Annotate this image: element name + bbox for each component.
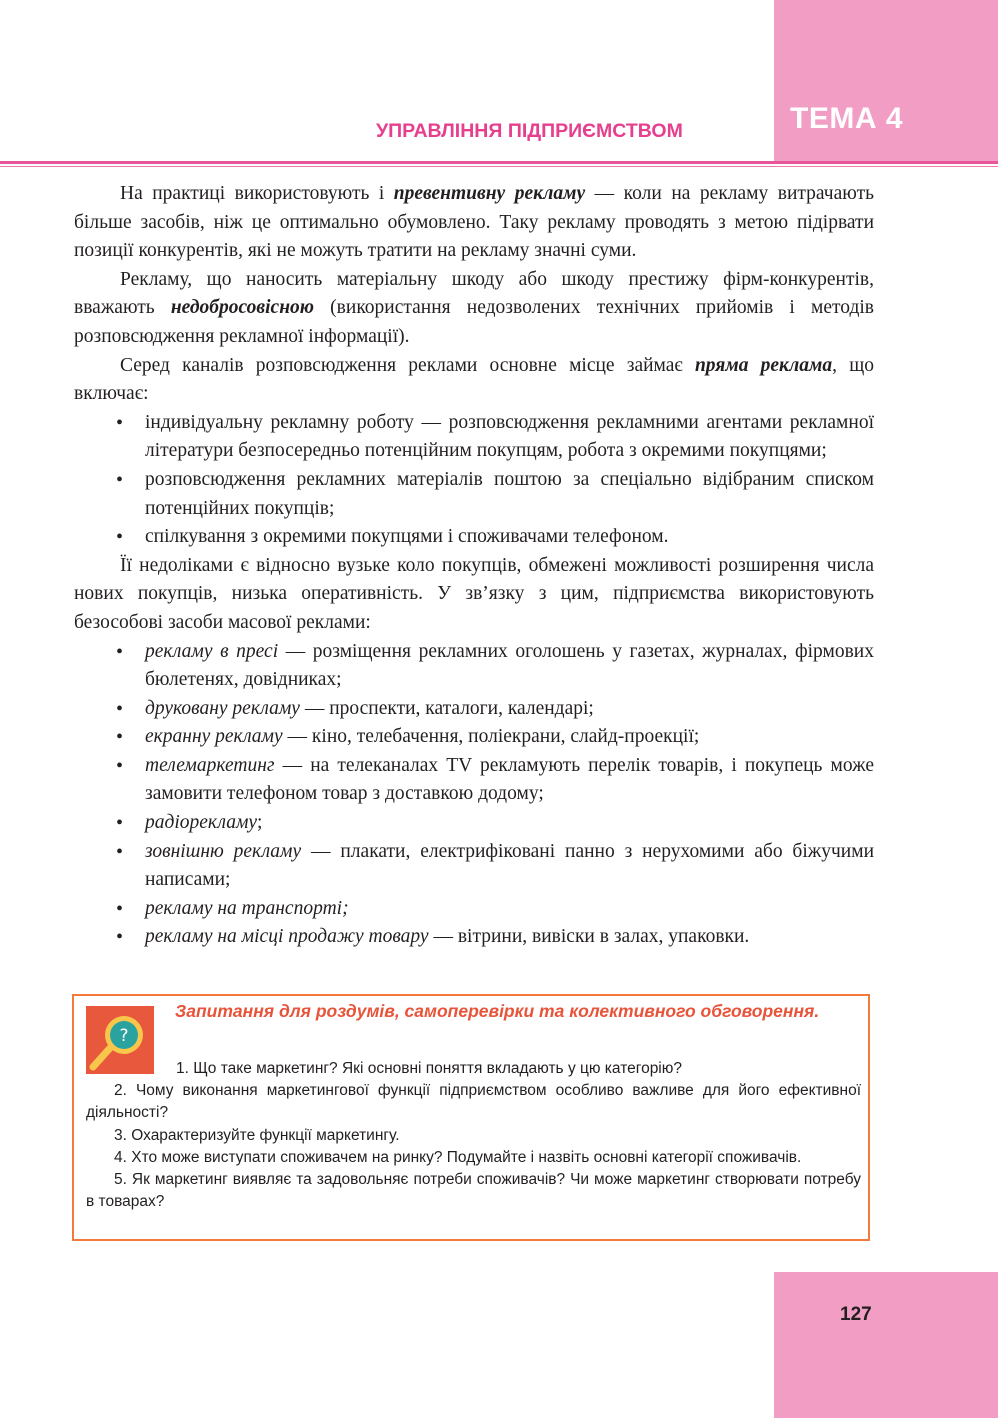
svg-text:?: ? <box>119 1026 129 1046</box>
questions-title: Запитання для роздумів, самоперевірки та колективного обговорення. <box>175 1001 820 1021</box>
question-item: 5. Як маркетинг виявляє та задовольняє потреби споживачів? Чи може маркетинг створювати потребу в товарах? <box>86 1171 861 1211</box>
list-item: • рекламу на місці продажу товару — вітрини, вивіски в залах, упаковки. <box>74 923 874 952</box>
term-direct: пряма реклама <box>694 354 833 376</box>
list-item: • друковану рекламу — проспекти, каталоги, календарі; <box>74 695 874 724</box>
list-item: • розповсюдження рекламних матеріалів поштою за спеціально відібраним списком потенційних покупців; <box>74 466 874 523</box>
running-head: УПРАВЛІННЯ ПІДПРИЄМСТВОМ <box>376 120 683 142</box>
question-item: 3. Охарактеризуйте функції маркетингу. <box>114 1126 400 1144</box>
list-item: • індивідуальну рекламну роботу — розповсюдження рекламними агентами рекламної літератури безпосередньо потенційним покупцям, робота з окремими покупцями; <box>74 409 874 466</box>
header-rule <box>0 161 998 164</box>
list-item: • рекламу на транспорті; <box>74 895 874 924</box>
header-rule-thin <box>0 166 998 167</box>
list-item: • рекламу в пресі — розміщення рекламних оголошень у газетах, журналах, фірмових бюлетенях, довідниках; <box>74 638 874 695</box>
mass-advertising-list <box>74 638 874 953</box>
page-number-tab <box>774 1272 998 1418</box>
question-item: 4. Хто може виступати споживачем на ринку? Подумайте і назвіть основні категорії споживачів. <box>114 1148 802 1166</box>
list-item: • спілкування з окремими покупцями і споживачами телефоном. <box>74 523 874 552</box>
list-item: • екранну рекламу — кіно, телебачення, поліекрани, слайд-проекції; <box>74 723 874 752</box>
topic-tab-label: ТЕМА 4 <box>790 102 904 135</box>
term-unfair: недобросовісною <box>170 297 315 319</box>
questions-box <box>72 994 870 1241</box>
page-number: 127 <box>840 1304 872 1325</box>
list-item: • телемаркетинг — на телеканалах TV рекламують перелік товарів, і покупець може замовити телефоном товар з доставкою додому; <box>74 752 874 809</box>
paragraph-direct: Серед каналів розповсюдження реклами основне місце займає пряма реклама, що включає: <box>74 354 874 405</box>
main-text <box>74 180 874 952</box>
paragraph-preventive: На практиці використовують і превентивну рекламу — коли на рекламу витрачають більше засобів, ніж це оптимально обумовлено. Таку рекламу проводять з метою підірвати позиції конкурентів, які не можуть тратити на рекламу значні суми. <box>74 183 874 262</box>
paragraph-drawbacks: Її недоліками є відносно вузьке коло покупців, обмежені можливості розширення числа нових покупців, низька оперативність. У зв’язку з цим, підприємства використовують безособові засоби масової реклами: <box>74 554 874 633</box>
paragraph-unfair: Рекламу, що наносить матеріальну шкоду або шкоду престижу фірм-конкурентів, вважають недобросовісною (використання недозволених технічних прийомів і методів розповсюдження рекламної інформації). <box>74 268 875 347</box>
question-item: 1. Що таке маркетинг? Які основні поняття вкладають у цю категорію? <box>176 1060 682 1077</box>
list-item: • зовнішню рекламу — плакати, електрифіковані панно з нерухомими або біжучими написами; <box>74 838 874 895</box>
questions-list <box>86 1058 861 1213</box>
direct-advertising-list <box>74 409 874 552</box>
list-item: • радіорекламу; <box>74 809 874 838</box>
term-preventive: превентивну рекламу <box>393 183 586 204</box>
topic-tab <box>774 0 998 162</box>
question-item: 2. Чому виконання маркетингової функції підприємством особливо важливе для його ефективної діяльності? <box>86 1082 861 1122</box>
